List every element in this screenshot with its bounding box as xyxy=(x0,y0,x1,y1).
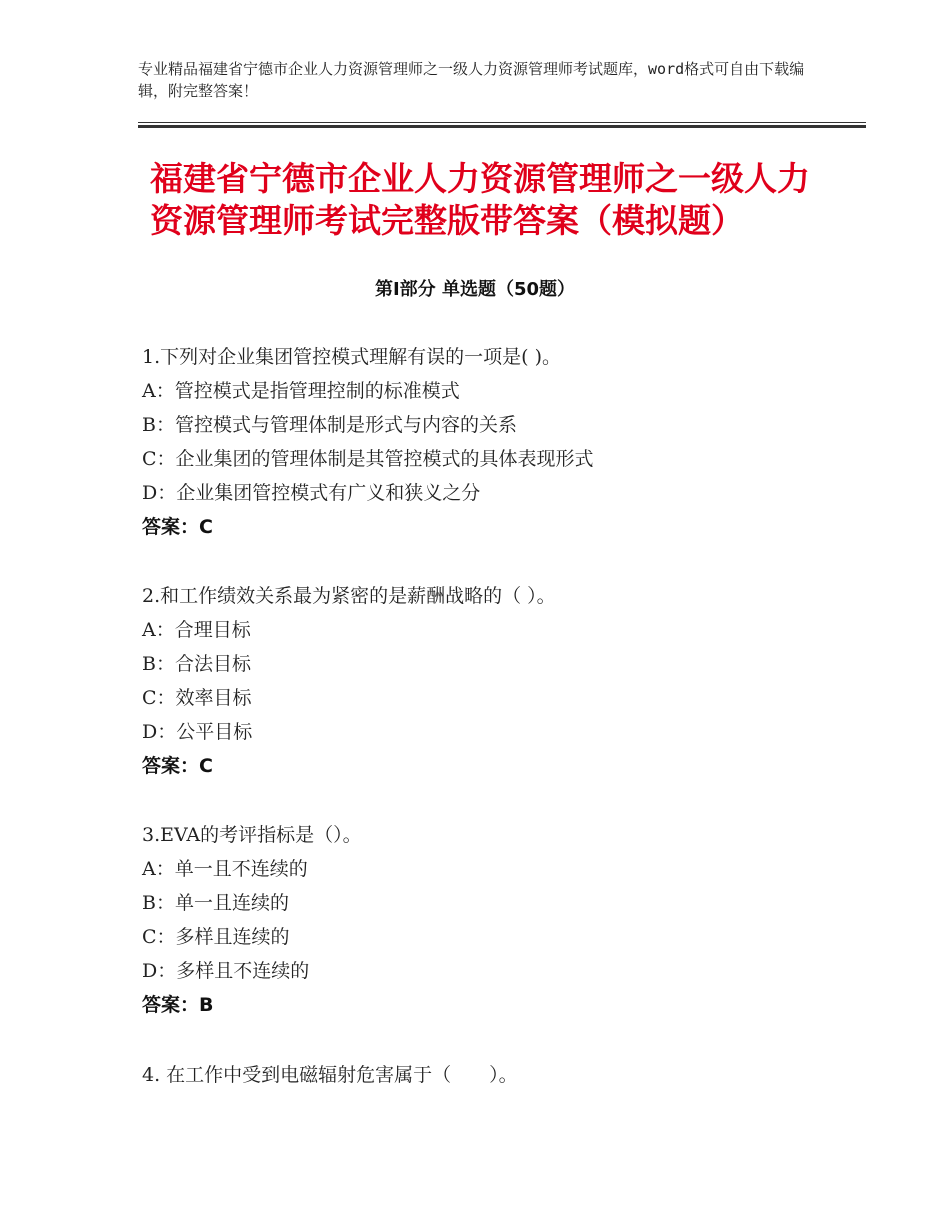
question-stem: 1.下列对企业集团管控模式理解有误的一项是( )。 xyxy=(142,346,561,368)
question-4 xyxy=(142,1058,862,1092)
option-d: D：多样且不连续的 xyxy=(142,960,310,982)
section-heading: 第Ⅰ部分 单选题（50题） xyxy=(374,279,575,300)
question-stem: 4. 在工作中受到电磁辐射危害属于（ ）。 xyxy=(142,1064,518,1086)
option-a: A：合理目标 xyxy=(142,619,251,641)
document-title: 福建省宁德市企业人力资源管理师之一级人力资源管理师考试完整版带答案（模拟题） xyxy=(150,159,810,240)
option-a: A：管控模式是指管理控制的标准模式 xyxy=(142,380,460,402)
answer-label: 答案：C xyxy=(142,755,213,777)
question-stem: 2.和工作绩效关系最为紧密的是薪酬战略的（ ）。 xyxy=(142,585,556,607)
option-d: D：企业集团管控模式有广义和狭义之分 xyxy=(142,482,481,504)
option-b: B：单一且连续的 xyxy=(142,892,289,914)
header-note: 专业精品福建省宁德市企业人力资源管理师之一级人力资源管理师考试题库，word格式可自由下载编辑，附完整答案！ xyxy=(138,60,805,100)
option-c: C：效率目标 xyxy=(142,687,252,709)
question-1 xyxy=(142,340,862,544)
answer-label: 答案：C xyxy=(142,516,213,538)
option-a: A：单一且不连续的 xyxy=(142,858,308,880)
header-rule-thin xyxy=(138,122,866,123)
header-rule-thick xyxy=(138,125,866,128)
question-3 xyxy=(142,818,862,1022)
option-c: C：企业集团的管理体制是其管控模式的具体表现形式 xyxy=(142,448,594,470)
question-2 xyxy=(142,579,862,783)
question-stem: 3.EVA的考评指标是（）。 xyxy=(142,824,362,846)
option-c: C：多样且连续的 xyxy=(142,926,290,948)
answer-label: 答案：B xyxy=(142,994,214,1016)
option-b: B：管控模式与管理体制是形式与内容的关系 xyxy=(142,414,517,436)
option-d: D：公平目标 xyxy=(142,721,253,743)
option-b: B：合法目标 xyxy=(142,653,251,675)
